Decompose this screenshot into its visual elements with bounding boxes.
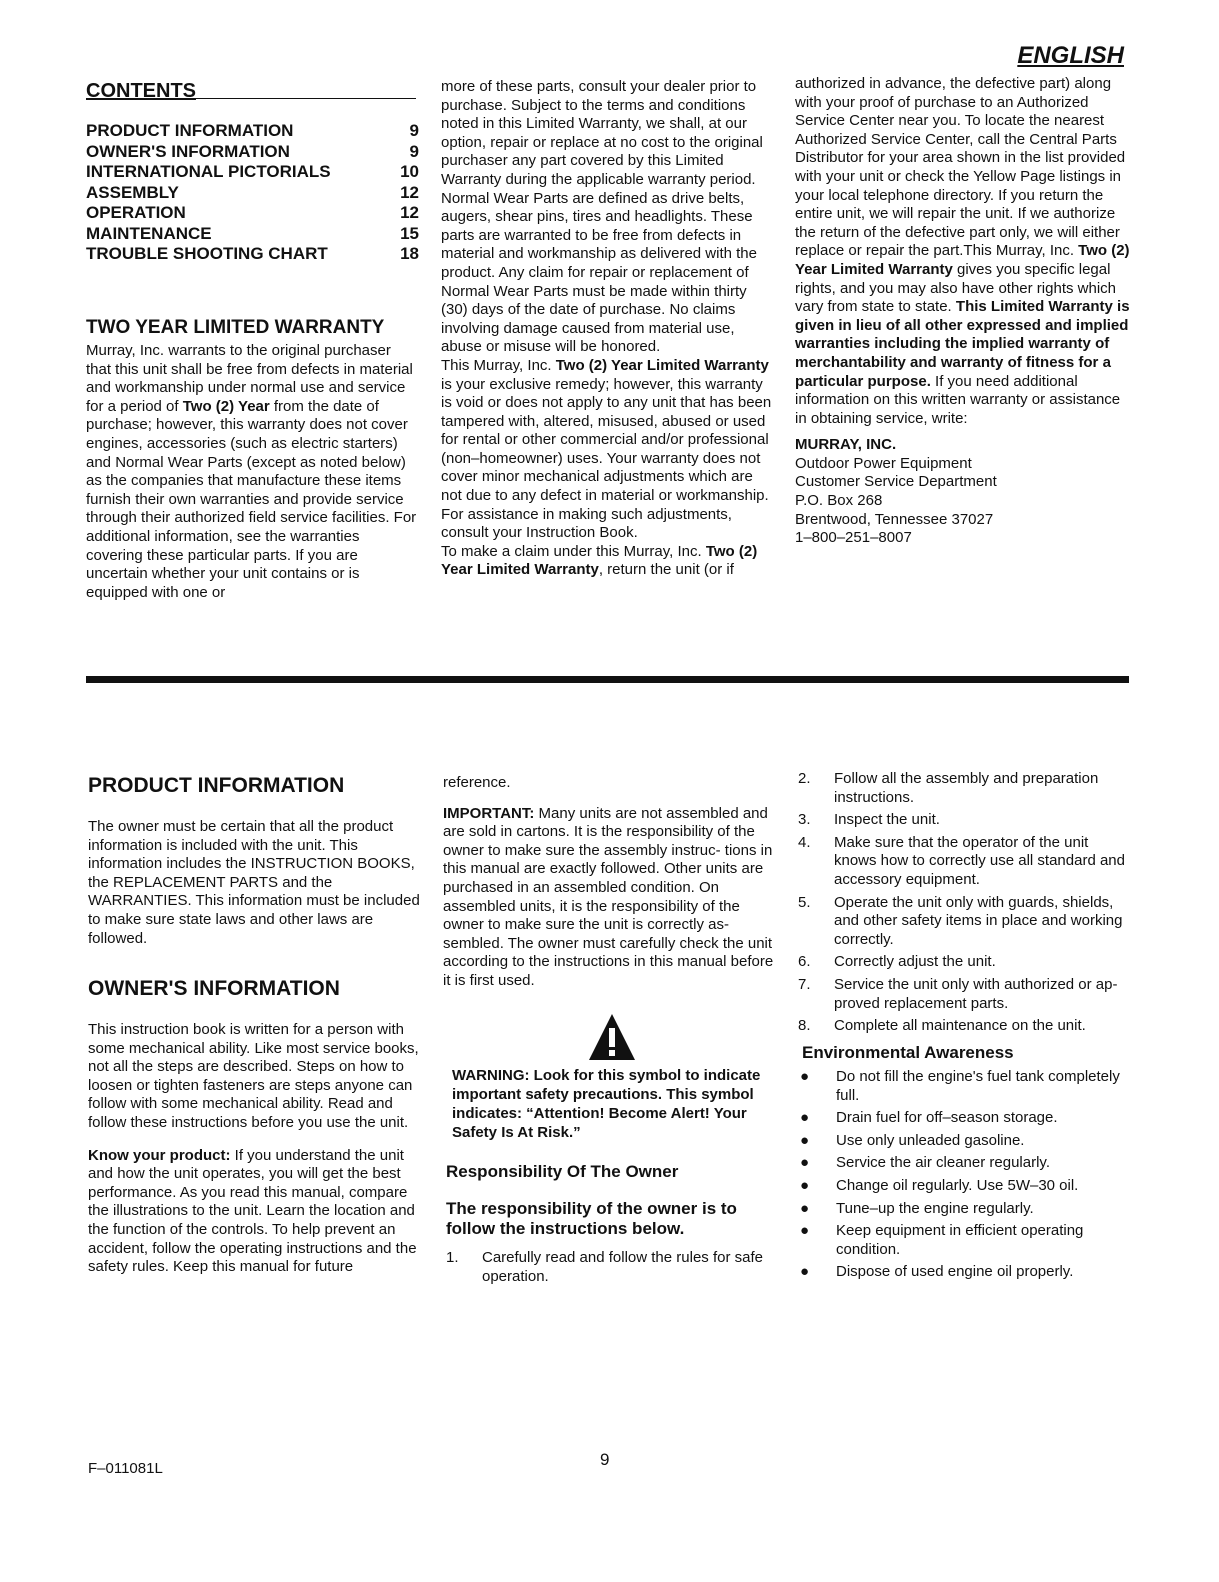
- list-item-text: Keep equipment in efficient operating condition.: [836, 1222, 1084, 1258]
- toc-item: [86, 183, 419, 204]
- warranty-text: is your exclusive remedy; however, this warranty is void or does not apply to any unit that has been tampered with, altered, misused, abused or used for rental or other commercial and/or professional (non–homeowner) uses. Your warranty does not cover minor mechanical adjustments which are not due to any defect in material or workmanship. For assistance in making such adjustments, consult your Instruction Book.: [441, 375, 772, 542]
- warranty-bold: Two (2) Year Limited Warranty: [555, 356, 769, 374]
- warranty-text: This Murray, Inc.: [441, 356, 556, 374]
- warranty-paragraph: [86, 342, 420, 602]
- bullet-icon: ●: [800, 1263, 810, 1281]
- list-item-text: Make sure that the operator of the unit knows how to correctly use all standard and accessory equipment.: [834, 833, 1125, 888]
- warranty-column-3: [795, 75, 1133, 548]
- list-item-text: Complete all maintenance on the unit.: [834, 1017, 1086, 1035]
- section-divider: [86, 676, 1129, 683]
- list-item: [800, 1132, 1133, 1151]
- toc-item-label: OWNER'S INFORMATION: [86, 141, 290, 161]
- warranty-text: Murray, Inc. warrants to the original purchaser that this unit shall be free from defects in material and workmanship under normal use and service for a period of: [86, 342, 413, 415]
- list-item-text: Carefully read and follow the rules for safe operation.: [482, 1249, 763, 1285]
- toc-item-page: 12: [400, 182, 419, 202]
- list-item: [798, 953, 1133, 972]
- list-item: [798, 976, 1133, 1013]
- list-item: [800, 1109, 1133, 1128]
- toc-item-label: INTERNATIONAL PICTORIALS: [86, 162, 331, 181]
- list-item-text: Service the unit only with authorized or ap- proved replacement parts.: [834, 975, 1118, 1012]
- responsibility-list-part-2: [798, 770, 1133, 1040]
- bullet-icon: ●: [800, 1131, 810, 1149]
- address-line: Brentwood, Tennessee 37027: [795, 510, 994, 528]
- list-item-text: Inspect the unit.: [834, 811, 940, 829]
- bullet-icon: ●: [800, 1154, 810, 1172]
- warranty-bold: Two (2) Year Limited Warranty: [795, 242, 1130, 278]
- warranty-text: , return the unit (or if: [598, 561, 734, 579]
- know-product-paragraph: [88, 1147, 422, 1277]
- important-paragraph: [443, 805, 777, 991]
- warranty-paragraph: [441, 357, 775, 543]
- list-number: 2.: [798, 770, 811, 787]
- address-line: Customer Service Department: [795, 473, 997, 491]
- list-item-text: Change oil regularly. Use 5W–30 oil.: [836, 1176, 1079, 1194]
- list-number: 7.: [798, 975, 811, 993]
- address-line: P.O. Box 268: [795, 492, 883, 510]
- know-product-text: If you understand the unit and how the unit operates, you will get the best performance. As you read this manual, compare the illustrations to the unit. Learn the location and the function of the controls. To help prevent an accident, follow the operating instructions and the safety rules. Keep this manual for future: [88, 1146, 417, 1276]
- toc-item-label: ASSEMBLY: [86, 182, 179, 202]
- know-product-label: Know your product:: [88, 1146, 231, 1164]
- owners-info-column: [88, 1021, 422, 1277]
- list-number: 1.: [446, 1249, 459, 1266]
- list-item-text: Dispose of used engine oil properly.: [836, 1263, 1074, 1281]
- bullet-icon: ●: [800, 1199, 810, 1217]
- list-number: 8.: [798, 1017, 811, 1035]
- toc-item-page: 9: [409, 141, 419, 161]
- product-info-text: The owner must be certain that all the product information is included with the unit. This information includes the INSTRUCTION BOOKS, the REPLACEMENT PARTS and the WARRANTIES. This information must be included to make sure state laws and other laws are followed.: [88, 818, 420, 947]
- list-number: 3.: [798, 811, 811, 829]
- bullet-icon: ●: [800, 1109, 810, 1127]
- warranty-column-1: [86, 342, 420, 602]
- list-item: [798, 770, 1133, 807]
- list-item: [800, 1263, 1133, 1282]
- responsibility-subtitle: The responsibility of the owner is to follow the instructions below.: [446, 1199, 737, 1238]
- warranty-bold: This Limited Warranty is given in lieu of all other expressed and implied warranties including the implied warranty of merchantability and warranty of fitness for a particular purpose.: [795, 298, 1130, 390]
- list-item: [798, 811, 1133, 830]
- bullet-icon: ●: [800, 1222, 810, 1240]
- list-item-text: Use only unleaded gasoline.: [836, 1131, 1025, 1149]
- product-info-title: PRODUCT INFORMATION: [88, 774, 345, 797]
- toc-item: [86, 121, 419, 142]
- company-name: MURRAY, INC.: [795, 436, 897, 454]
- warranty-text: If you need additional information on this written warranty or assistance in obtaining service, write:: [795, 372, 1121, 427]
- toc-item: [86, 224, 419, 245]
- list-item: [800, 1154, 1133, 1173]
- address-company: [795, 436, 1133, 455]
- toc-item: [86, 142, 419, 163]
- toc-item-page: 15: [400, 223, 419, 243]
- list-item-text: Do not fill the engine's fuel tank completely full.: [836, 1068, 1120, 1104]
- responsibility-title: Responsibility Of The Owner: [446, 1162, 679, 1181]
- middle-column: [443, 774, 777, 991]
- address-line: Outdoor Power Equipment: [795, 454, 972, 472]
- list-item: [798, 894, 1133, 950]
- warranty-text: from the date of purchase; however, this warranty does not cover engines, accessories (such as electric starters) and Normal Wear Parts (except as noted below) as the companies that manufacture these items furnish their own warranties and provide service through their authorized field service facilities. For additional information, see the warranties covering these particular parts. If you are uncertain whether your unit contains or is equipped with one or: [86, 397, 417, 601]
- contents-rule: [86, 98, 416, 99]
- warranty-bold: Two (2) Year Limited Warranty: [441, 542, 758, 579]
- list-item: [800, 1068, 1133, 1105]
- important-label: IMPORTANT:: [443, 804, 535, 822]
- responsibility-list-part-1: [446, 1249, 776, 1286]
- list-item: [800, 1222, 1133, 1259]
- warning-text: WARNING: Look for this symbol to indicate important safety precautions. This symbol indicates: “Attention! Become Alert! Your Safety Is At Risk.”: [452, 1067, 761, 1141]
- list-item-text: Correctly adjust the unit.: [834, 953, 996, 971]
- warranty-bold: Two (2) Year: [182, 397, 270, 415]
- table-of-contents: [86, 121, 419, 265]
- list-item: [798, 1017, 1133, 1036]
- bullet-icon: ●: [800, 1176, 810, 1194]
- bullet-icon: ●: [800, 1068, 810, 1085]
- toc-item-label: MAINTENANCE: [86, 223, 212, 243]
- warranty-text: To make a claim under this Murray, Inc.: [441, 542, 706, 560]
- toc-item-page: 12: [400, 203, 419, 222]
- list-number: 6.: [798, 953, 811, 971]
- reference-text: reference.: [443, 774, 511, 791]
- list-item: [800, 1177, 1133, 1196]
- warning-triangle-icon: [587, 1012, 637, 1062]
- phone-number: 1–800–251–8007: [795, 529, 912, 547]
- list-item-text: Tune–up the engine regularly.: [836, 1199, 1034, 1217]
- warranty-paragraph: more of these parts, consult your dealer prior to purchase. Subject to the terms and conditions noted in this Limited Warranty, we shall, at our option, repair or replace at no cost to the original purchaser any part covered by this Limited Warranty during the applicable warranty period. Normal Wear Parts are defined as drive belts, augers, shear pins, tires and headlights. These parts are warranted to be free from defects in material and workmanship as delivered with the product. Any claim for repair or replacement of Normal Wear Parts must be made within thirty (30) days of the date of purchase. No claims involving damage caused from material use, abuse or misuse will be honored.: [441, 78, 763, 356]
- list-item-text: Operate the unit only with guards, shields, and other safety items in place and working correctly.: [834, 893, 1123, 948]
- list-item: [800, 1200, 1133, 1219]
- list-item-text: Service the air cleaner regularly.: [836, 1154, 1050, 1172]
- toc-item-label: OPERATION: [86, 203, 186, 222]
- toc-item-page: 18: [400, 244, 419, 263]
- environment-title: Environmental Awareness: [802, 1043, 1014, 1062]
- warranty-paragraph: [795, 75, 1133, 428]
- list-item: [446, 1249, 776, 1286]
- language-label: ENGLISH: [1017, 42, 1124, 69]
- page-number: 9: [600, 1450, 610, 1469]
- contents-title: CONTENTS: [86, 80, 196, 102]
- warranty-text: gives you specific legal rights, and you may also have other rights which vary from state to state.: [795, 260, 1116, 316]
- environment-list: [800, 1068, 1133, 1286]
- toc-item-page: 10: [400, 162, 419, 181]
- list-item-text: Follow all the assembly and preparation instructions.: [834, 770, 1099, 806]
- list-item-text: Drain fuel for off–season storage.: [836, 1109, 1058, 1127]
- list-item: [798, 834, 1133, 890]
- toc-item-label: PRODUCT INFORMATION: [86, 121, 294, 140]
- warranty-text: authorized in advance, the defective part) along with your proof of purchase to an Authorized Service Center near you. To locate the nearest Authorized Service Center, call the Central Parts Distributor for your area shown in the list provided with your unit or check the Yellow Page listings in your local telephone directory. If you return the entire unit, we will repair the unit. If we authorize the return of the defective part only, we will either replace or repair the part.This Murray, Inc.: [795, 75, 1126, 260]
- toc-item-page: 9: [409, 121, 419, 140]
- document-code: F–011081L: [88, 1460, 163, 1477]
- list-number: 4.: [798, 833, 811, 851]
- list-number: 5.: [798, 893, 811, 911]
- important-text: Many units are not assembled and are sold in cartons. It is the responsibility of the owner to make sure the assembly instruc- tions in this manual are exactly followed. Other units are purchased in an assembled condition. On assembled units, it is the responsibility of the owner to make sure the unit is correctly as- sembled. The owner must carefully check the unit according to the instructions in this manual before it is first used.: [443, 804, 774, 989]
- warranty-column-2: [441, 78, 775, 580]
- toc-item: [86, 162, 419, 183]
- owners-info-title: OWNER'S INFORMATION: [88, 977, 340, 1000]
- toc-item-label: TROUBLE SHOOTING CHART: [86, 244, 328, 263]
- toc-item: [86, 203, 419, 224]
- owners-info-text: This instruction book is written for a person with some mechanical ability. Like most service books, not all the steps are described. Steps on how to loosen or tighten fasteners are steps anyone can follow with some mechanical ability. Read and follow these instructions before you use the unit.: [88, 1021, 419, 1131]
- warranty-title: TWO YEAR LIMITED WARRANTY: [86, 317, 385, 338]
- warranty-paragraph: [441, 543, 775, 580]
- toc-item: [86, 244, 419, 265]
